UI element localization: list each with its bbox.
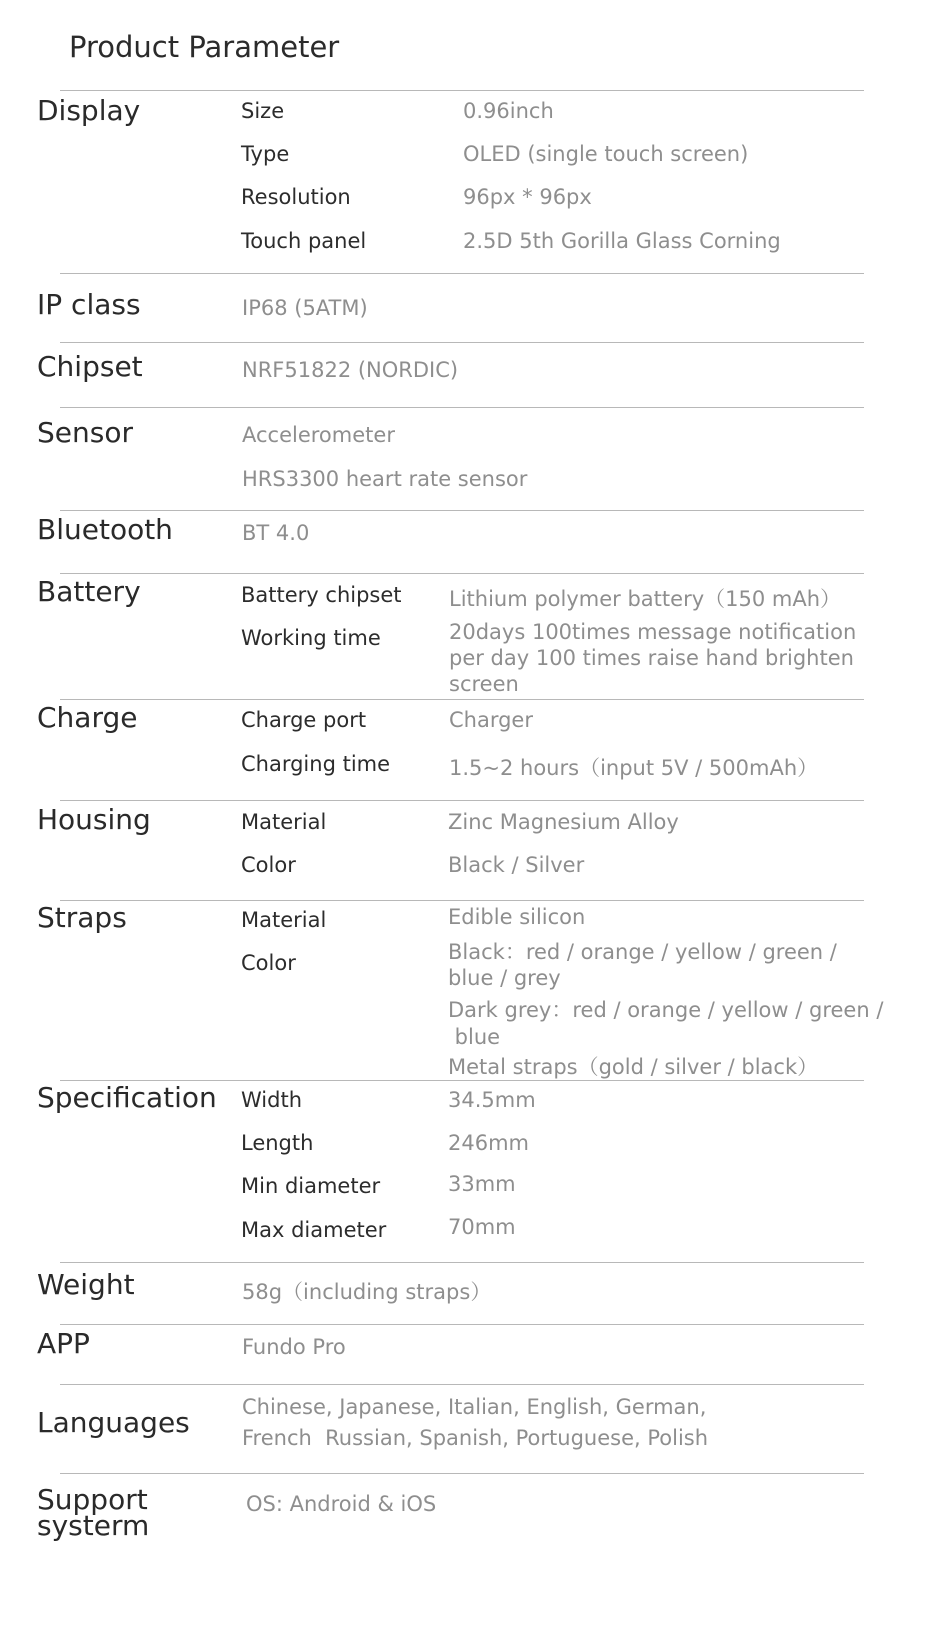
value-working-time-line-1: 20days 100times message notification xyxy=(449,620,857,644)
value-bluetooth: BT 4.0 xyxy=(242,521,310,545)
label-straps-color: Color xyxy=(241,951,296,975)
value-width: 34.5mm xyxy=(448,1088,536,1112)
label-housing-material: Material xyxy=(241,810,327,834)
page-title: Product Parameter xyxy=(69,30,340,64)
label-working-time: Working time xyxy=(241,626,381,650)
value-straps-line-2: Black：red / orange / yellow / green / xyxy=(448,940,837,964)
label-touch-panel: Touch panel xyxy=(241,229,367,253)
value-resolution: 96px * 96px xyxy=(463,185,592,209)
value-straps-line-5: blue xyxy=(448,1025,501,1049)
label-straps-material: Material xyxy=(241,908,327,932)
divider xyxy=(60,407,864,408)
category-languages: Languages xyxy=(37,1406,190,1439)
divider xyxy=(60,273,864,274)
value-app: Fundo Pro xyxy=(242,1335,346,1359)
value-straps-line-3: blue / grey xyxy=(448,966,561,990)
value-working-time-line-3: screen xyxy=(449,672,519,696)
divider xyxy=(60,510,864,511)
value-chipset: NRF51822 (NORDIC) xyxy=(242,358,459,382)
category-charge: Charge xyxy=(37,701,138,734)
value-housing-color: Black / Silver xyxy=(448,853,585,877)
label-min-diameter: Min diameter xyxy=(241,1174,381,1198)
category-display: Display xyxy=(37,94,141,127)
divider xyxy=(60,90,864,91)
divider xyxy=(60,1262,864,1263)
divider xyxy=(60,1384,864,1385)
category-app: APP xyxy=(37,1327,90,1360)
category-sensor: Sensor xyxy=(37,416,133,449)
label-type: Type xyxy=(241,142,290,166)
category-straps: Straps xyxy=(37,901,127,934)
divider xyxy=(60,1473,864,1474)
label-housing-color: Color xyxy=(241,853,296,877)
value-battery-chipset: Lithium polymer battery（150 mAh） xyxy=(449,587,842,611)
value-support: OS: Android & iOS xyxy=(246,1492,437,1516)
divider xyxy=(60,699,864,700)
divider xyxy=(60,342,864,343)
category-battery: Battery xyxy=(37,575,141,608)
value-working-time-line-2: per day 100 times raise hand brighten xyxy=(449,646,854,670)
label-size: Size xyxy=(241,99,285,123)
divider xyxy=(60,1324,864,1325)
category-weight: Weight xyxy=(37,1268,135,1301)
category-bluetooth: Bluetooth xyxy=(37,513,173,546)
value-ip-class: IP68 (5ATM) xyxy=(242,296,368,320)
label-width: Width xyxy=(241,1088,303,1112)
value-housing-material: Zinc Magnesium Alloy xyxy=(448,810,679,834)
label-resolution: Resolution xyxy=(241,185,351,209)
category-chipset: Chipset xyxy=(37,350,143,383)
value-sensor-2: HRS3300 heart rate sensor xyxy=(242,467,528,491)
value-languages-line-1: Chinese, Japanese, Italian, English, German, xyxy=(242,1395,707,1419)
value-languages-line-2: French Russian, Spanish, Portuguese, Polish xyxy=(242,1426,709,1450)
divider xyxy=(60,573,864,574)
category-specification: Specification xyxy=(37,1081,217,1114)
label-charge-port: Charge port xyxy=(241,708,367,732)
value-straps-line-4: Dark grey：red / orange / yellow / green / xyxy=(448,998,884,1022)
divider xyxy=(60,800,864,801)
label-max-diameter: Max diameter xyxy=(241,1218,387,1242)
value-min-diameter: 33mm xyxy=(448,1172,516,1196)
value-length: 246mm xyxy=(448,1131,529,1155)
value-sensor-1: Accelerometer xyxy=(242,423,395,447)
value-size: 0.96inch xyxy=(463,99,554,123)
category-housing: Housing xyxy=(37,803,151,836)
category-ip-class: IP class xyxy=(37,288,141,321)
value-charge-port: Charger xyxy=(449,708,533,732)
value-type: OLED (single touch screen) xyxy=(463,142,749,166)
label-charging-time: Charging time xyxy=(241,752,391,776)
label-length: Length xyxy=(241,1131,314,1155)
divider xyxy=(60,900,864,901)
category-support-line-1: Support xyxy=(37,1483,148,1516)
category-support-line-2: systerm xyxy=(37,1509,150,1542)
value-weight: 58g（including straps） xyxy=(242,1280,492,1304)
label-battery-chipset: Battery chipset xyxy=(241,583,402,607)
value-max-diameter: 70mm xyxy=(448,1215,516,1239)
value-touch-panel: 2.5D 5th Gorilla Glass Corning xyxy=(463,229,781,253)
value-charging-time: 1.5~2 hours（input 5V / 500mAh） xyxy=(449,756,819,780)
value-straps-line-1: Edible silicon xyxy=(448,905,586,929)
value-straps-line-6: Metal straps（gold / silver / black） xyxy=(448,1055,819,1079)
